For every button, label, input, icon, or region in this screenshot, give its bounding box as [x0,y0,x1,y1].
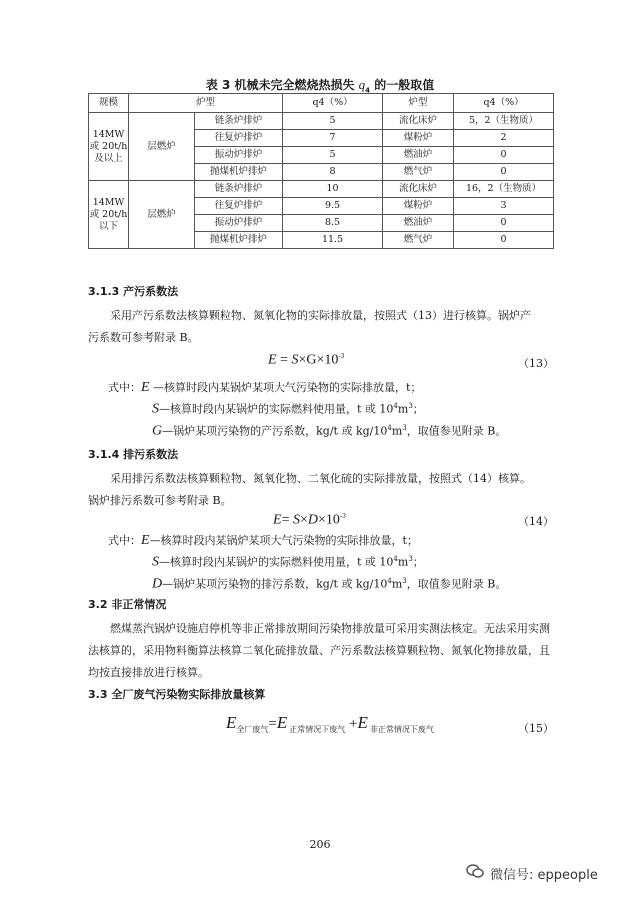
table-cell: 往复炉排炉 [195,198,283,215]
table-cell: 0 [454,147,554,164]
loss-table [88,93,554,249]
table-cell: 燃气炉 [383,232,454,249]
table-cell: 流化床炉 [383,113,454,130]
where-block-13: 式中：E —核算时段内某锅炉某项大气污染物的实际排放量，t； S—核算时段内某锅炉的实际燃料使用量，t 或 $10^4m^3$； G—锅炉某项污染物的产污系数，kg/t 或 $kg/10^4m^3$，取值参见附录 B。 [108,380,507,439]
header-cell: q4（%） [283,94,383,113]
table-cell: 5，2（生物质） [454,113,554,130]
equation-14: $E= S\times D\times 10^{-3}$ [273,512,346,528]
equation-15: $E_{全厂废气}=E$ $_{正常情况下废气}$ +E $_{非正常情况下废气}$ [226,713,434,735]
table-cell: 流化床炉 [383,181,454,198]
table-cell: 抛煤机炉排炉 [195,232,283,249]
header-cell: 规模 [89,94,129,113]
table-cell: 8 [283,164,383,181]
table-cell: 链条炉排炉 [195,113,283,130]
section-heading-3-2: 3.2 非正常情况 [88,598,167,611]
table-cell: 振动炉排炉 [195,147,283,164]
paragraph-3-2: 燃煤蒸汽锅炉设施启停机等非正常排放期间污染物排放量可采用实测法核定。无法采用实测法核算的，采用物料衡算法核算二氧化硫排放量、产污系数法核算颗粒物、氮氧化物排放量，且均按直接排放进行核算。 [88,622,550,679]
header-cell: q4（%） [454,94,554,113]
table-cell: 9.5 [283,198,383,215]
section-heading-3-1-3: 3.1.3 产污系数法 [88,285,179,298]
paragraph-3-1-4: 采用排污系数法核算颗粒物、氮氧化物、二氧化硫的实际排放量，按照式（14）核算。 锅炉排污系数可参考附录 B。 [88,472,531,507]
table-cell: 2 [454,130,554,147]
type-cell: 层燃炉 [129,113,195,181]
table-cell: 往复炉排炉 [195,130,283,147]
table-cell: 5 [283,113,383,130]
scale-cell: 14MW 或 20t/h 及以上 [89,113,129,181]
equation-number-14: （14） [518,515,554,528]
table-cell: 煤粉炉 [383,198,454,215]
table-cell: 16，2（生物质） [454,181,554,198]
table-cell: 链条炉排炉 [195,181,283,198]
header-cell: 炉型 [383,94,454,113]
table-cell: 燃气炉 [383,164,454,181]
where-block-14: 式中：E—核算时段内某锅炉某项大气污染物的实际排放量，t； S—核算时段内某锅炉的实际燃料使用量，t 或 $10^4m^3$； D—锅炉某项污染物的排污系数，kg/t 或 $kg/10^4m^3$，取值参见附录 B。 [108,533,507,592]
equation-number-13: （13） [518,357,554,370]
table-cell: 振动炉排炉 [195,215,283,232]
table-row [89,181,554,198]
table-cell: 燃油炉 [383,147,454,164]
table-cell: 0 [454,215,554,232]
table-cell: 5 [283,147,383,164]
paragraph-3-1-3: 采用产污系数法核算颗粒物、氮氧化物的实际排放量，按照式（13）进行核算。锅炉产 污系数可参考附录 B。 [88,309,531,344]
equation-number-15: （15） [518,722,554,735]
table-cell: 煤粉炉 [383,130,454,147]
table-header-row [89,94,554,113]
wechat-icon [466,863,484,883]
table-cell: 8.5 [283,215,383,232]
table-row [89,113,554,130]
table-cell: 燃油炉 [383,215,454,232]
table-cell: 7 [283,130,383,147]
type-cell: 层燃炉 [129,181,195,249]
page-number: 206 [309,838,331,851]
watermark: 微信号: eppeople [466,863,598,883]
table-cell: 11.5 [283,232,383,249]
table-caption: 表 3 机械未完全燃烧热损失 $q_4$ 的一般取值 [205,77,435,95]
table-cell: 3 [454,198,554,215]
table-cell: 0 [454,232,554,249]
section-heading-3-1-4: 3.1.4 排污系数法 [88,448,179,461]
section-heading-3-3: 3.3 全厂废气污染物实际排放量核算 [88,688,266,701]
equation-13: $E = S\times G\times 10^{-3}$ [268,352,345,368]
table-cell: 0 [454,164,554,181]
table-cell: 抛煤机炉排炉 [195,164,283,181]
table-cell: 10 [283,181,383,198]
header-cell: 炉型 [129,94,283,113]
scale-cell: 14MW 或 20t/h 以下 [89,181,129,249]
